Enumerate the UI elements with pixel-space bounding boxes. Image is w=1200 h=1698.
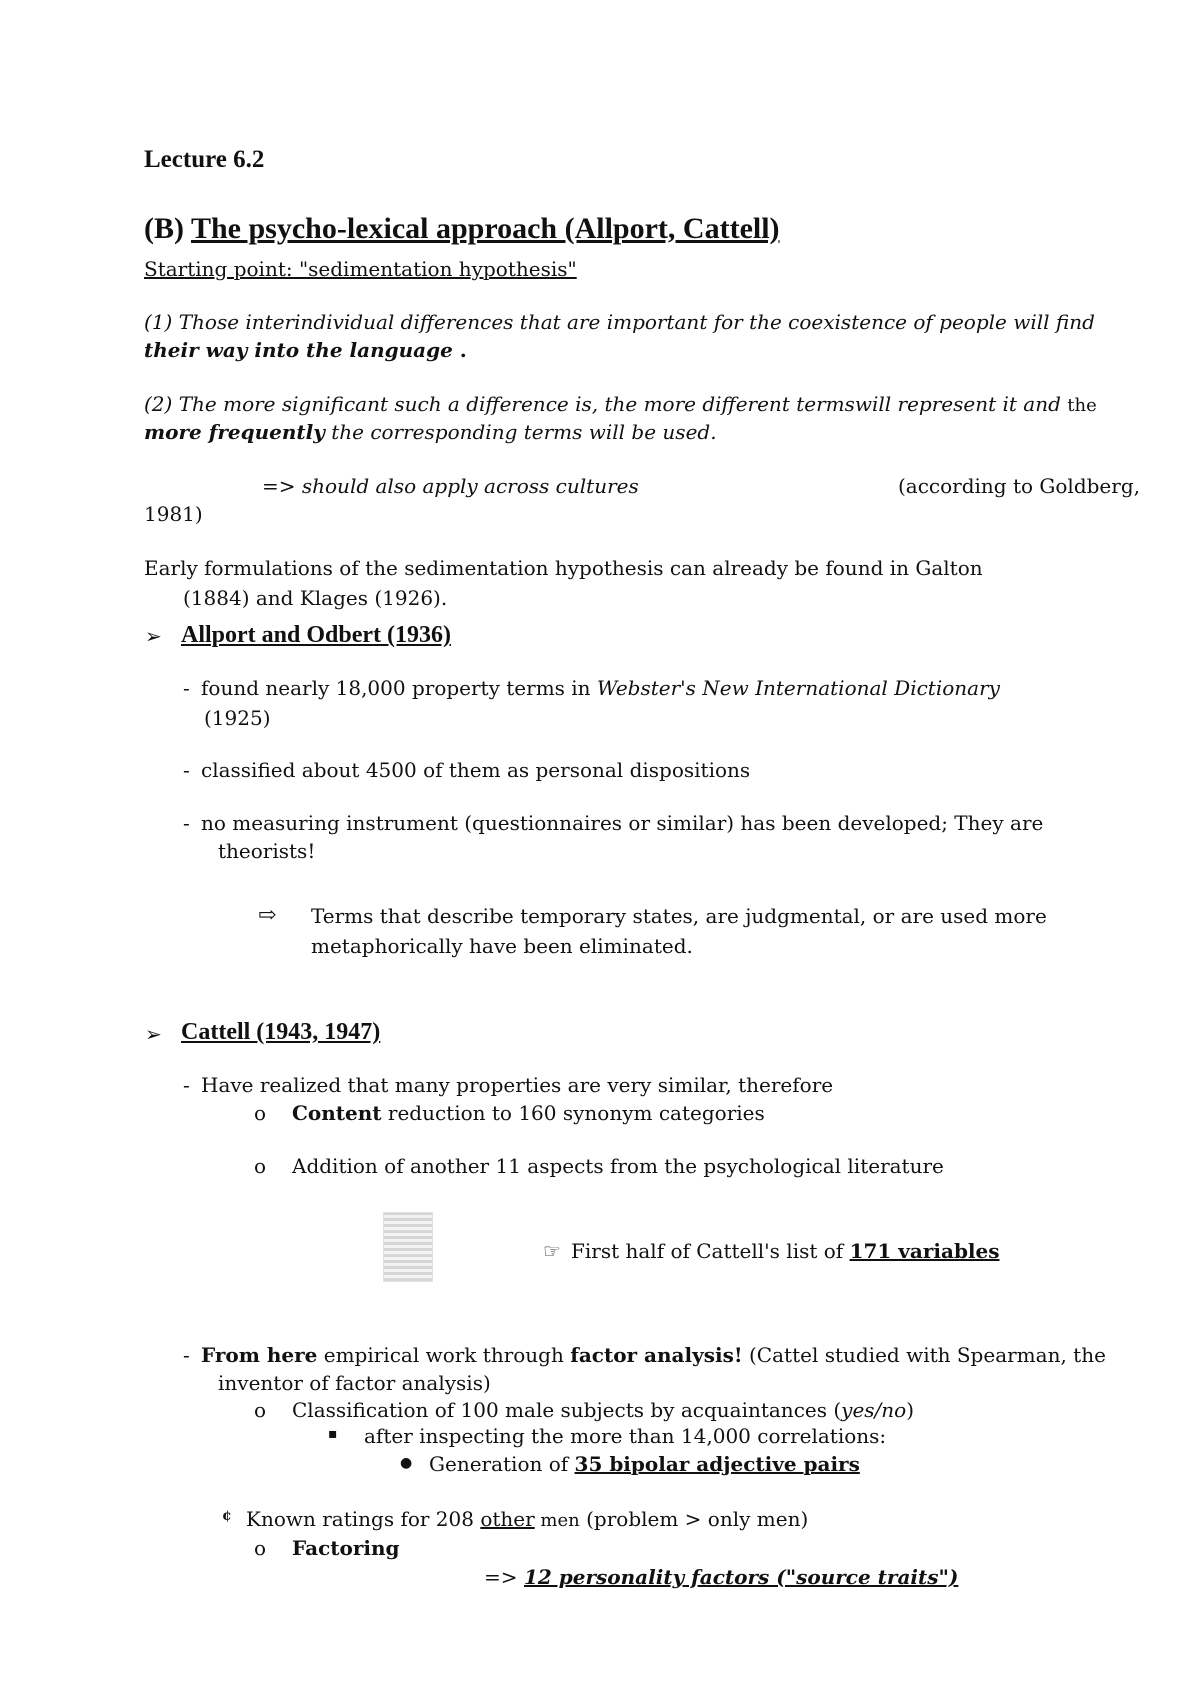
bipolar-pairs-item: [429, 1452, 860, 1476]
other-underlined: other: [480, 1507, 535, 1531]
dot-bullet: ●: [400, 1455, 413, 1471]
eliminated-note-line1: Terms that describe temporary states, are judgmental, or are used more: [311, 904, 1047, 928]
goldberg-year: 1981): [144, 502, 203, 526]
empirical-text: empirical work through: [317, 1343, 571, 1367]
dash-bullet: -: [183, 676, 190, 700]
variables-list-thumbnail[interactable]: [383, 1212, 433, 1282]
cattell-heading: Cattell (1943, 1947): [181, 1019, 381, 1045]
factor-analysis-bold: factor analysis!: [570, 1343, 743, 1367]
hypothesis-2-the: the: [1067, 395, 1097, 416]
apply-across-cultures: => should also apply across cultures: [262, 474, 639, 498]
goldberg-citation: (according to Goldberg,: [898, 474, 1140, 498]
result-arrow: =>: [484, 1565, 518, 1589]
hypothesis-1-line2: [144, 338, 467, 362]
correlations-item: after inspecting the more than 14,000 correlations:: [364, 1424, 887, 1448]
content-reduction: [292, 1101, 765, 1125]
cattell-list-link: [571, 1239, 1000, 1263]
cattell-bullet-1: Have realized that many properties are very similar, therefore: [201, 1073, 834, 1097]
hypothesis-1-line1: (1) Those interindividual differences that are important for the coexistence of people will find: [144, 310, 1095, 334]
hypothesis-2-text: (2) The more significant such a difference is, the more different termswill represent it and: [144, 392, 1061, 416]
known-ratings-item: [246, 1507, 808, 1532]
content-rest: reduction to 160 synonym categories: [381, 1101, 765, 1125]
early-formulations-line2: (1884) and Klages (1926).: [183, 586, 448, 610]
square-bullet: ▪: [328, 1426, 338, 1442]
dash-bullet: -: [183, 758, 190, 782]
classification-close: ): [906, 1398, 915, 1422]
early-formulations-line1: Early formulations of the sedimentation hypothesis can already be found in Galton: [144, 556, 983, 580]
hypothesis-1-bold: their way into the language: [144, 338, 453, 362]
allport-bullet-3-line2: theorists!: [218, 839, 316, 863]
eliminated-note-line2: metaphorically have been eliminated.: [311, 934, 693, 958]
hypothesis-2-rest: the corresponding terms will be used.: [324, 420, 717, 444]
starting-point: Starting point: "sedimentation hypothesis": [144, 257, 577, 281]
section-prefix: (B): [144, 212, 184, 245]
circle-bullet: o: [254, 1536, 267, 1560]
hypothesis-2-line1: [144, 392, 1097, 417]
lecture-number: Lecture 6.2: [144, 146, 265, 173]
dash-bullet: -: [183, 1343, 190, 1367]
bipolar-pairs-bold: 35 bipolar adjective pairs: [574, 1452, 860, 1476]
classification-item: [292, 1398, 914, 1422]
section-title: The psycho-lexical approach (Allport, Cattell): [190, 212, 780, 245]
allport-bullet-1-text: found nearly 18,000 property terms in: [201, 676, 597, 700]
factoring-item: Factoring: [292, 1536, 400, 1560]
additional-aspects: Addition of another 11 aspects from the psychological literature: [292, 1154, 944, 1178]
circle-bullet: o: [254, 1101, 267, 1125]
classification-text: Classification of 100 male subjects by acquaintances (: [292, 1398, 842, 1422]
hypothesis-2-line2: [144, 420, 717, 444]
section-heading: [144, 212, 780, 246]
allport-bullet-3: no measuring instrument (questionnaires or similar) has been developed; They are: [201, 811, 1044, 835]
allport-bullet-1: [201, 676, 1000, 700]
cattell-list-text: First half of Cattell's list of: [571, 1239, 850, 1263]
webster-dictionary: Webster's New International Dictionary: [596, 676, 1000, 700]
yes-no: yes/no: [841, 1398, 907, 1422]
arrowhead-bullet-icon: ➢: [145, 1022, 162, 1046]
hand-pointer-icon: ☞: [543, 1239, 561, 1263]
known-ratings-text: Known ratings for 208: [246, 1507, 481, 1531]
variables-count: 171 variables: [849, 1239, 1000, 1263]
factor-analysis-line1: [201, 1343, 1106, 1367]
factor-analysis-line2: inventor of factor analysis): [218, 1371, 491, 1395]
allport-bullet-1-line2: (1925): [204, 706, 271, 730]
men-text: men: [534, 1510, 580, 1531]
dash-bullet: -: [183, 1073, 190, 1097]
personality-factors-result: 12 personality factors ("source traits"): [524, 1565, 959, 1589]
allport-bullet-2: classified about 4500 of them as personal dispositions: [201, 758, 751, 782]
hypothesis-2-bold: more frequently: [144, 420, 325, 444]
from-here-bold: From here: [201, 1343, 318, 1367]
check-bullet-icon: ¢: [222, 1508, 232, 1524]
problem-note: (problem > only men): [579, 1507, 809, 1531]
spearman-note: (Cattel studied with Spearman, the: [742, 1343, 1106, 1367]
implies-arrow-icon: ⇨: [258, 903, 277, 928]
generation-text: Generation of: [429, 1452, 575, 1476]
hypothesis-1-end: .: [452, 338, 467, 362]
content-bold: Content: [292, 1101, 382, 1125]
dash-bullet: -: [183, 811, 190, 835]
circle-bullet: o: [254, 1154, 267, 1178]
arrowhead-bullet-icon: ➢: [145, 624, 162, 648]
allport-odbert-heading: Allport and Odbert (1936): [181, 622, 451, 648]
circle-bullet: o: [254, 1398, 267, 1422]
